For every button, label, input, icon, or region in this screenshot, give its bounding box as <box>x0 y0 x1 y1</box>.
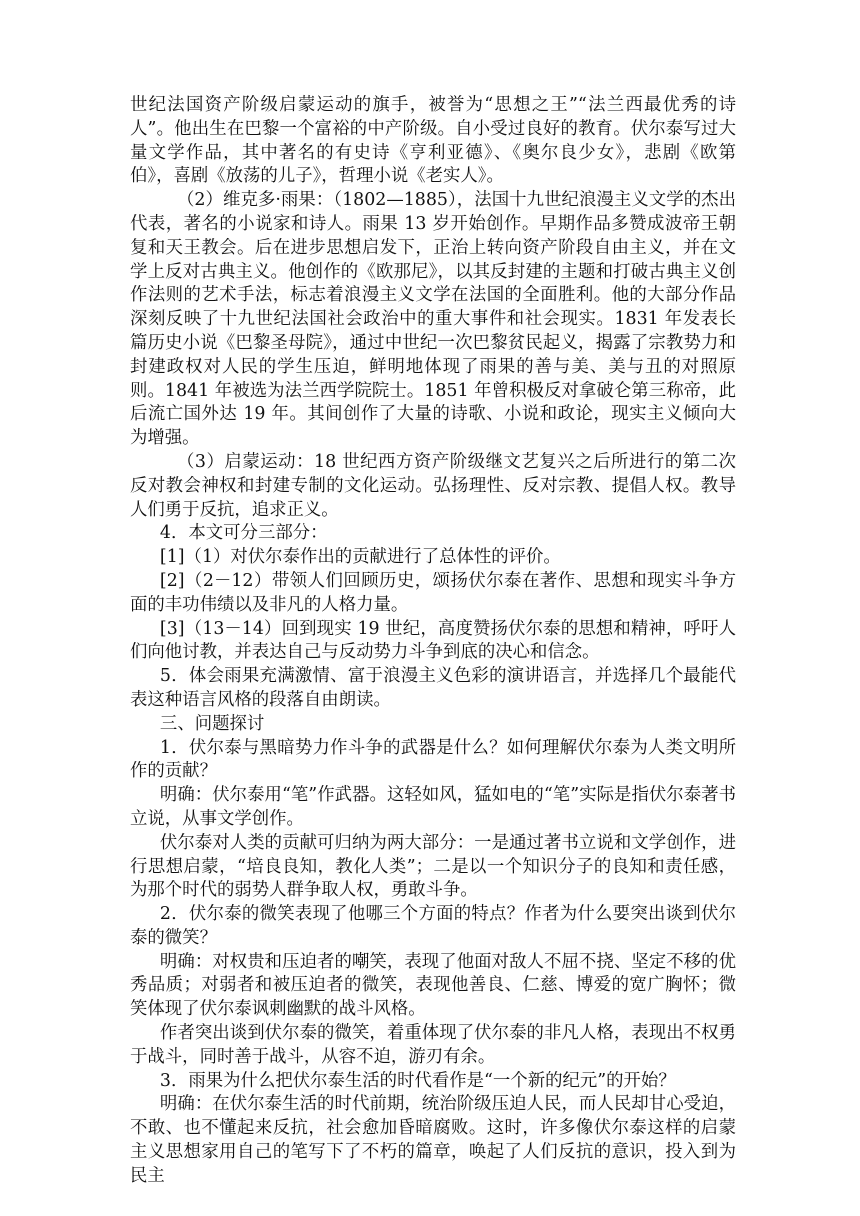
question-3: 3．雨果为什么把伏尔泰生活的时代看作是“一个新的纪元”的开始？ <box>159 1070 676 1091</box>
paragraph-voltaire-bio: 世纪法国资产阶级启蒙运动的旗手，被誉为“思想之王”“法兰西最优秀的诗人”。他出生在巴黎一个富裕的中产阶级。自小受过良好的教育。伏尔泰写过大量文学作品，其中著名的有史诗《亨利亚德》、《奥尔良少女》，悲剧《欧第伯》，喜剧《放荡的儿子》，哲理小说《老实人》。 <box>130 95 736 187</box>
answer-1a: 明确：伏尔泰用“笔”作武器。这轻如风，猛如电的“笔”实际是指伏尔泰著书立说，从事文学创作。 <box>130 785 736 829</box>
paragraph-structure-heading: 4．本文可分三部分： <box>159 523 328 544</box>
answer-1b: 伏尔泰对人类的贡献可归纳为两大部分：一是通过著书立说和文学创作，进行思想启蒙，“培良良知，教化人类”；二是以一个知识分子的良知和责任感，为那个时代的弱势人群争取人权，勇敢斗争。 <box>130 832 736 901</box>
section-heading-discussion: 三、问题探讨 <box>159 713 265 734</box>
question-2: 2．伏尔泰的微笑表现了他哪三个方面的特点？作者为什么要突出谈到伏尔泰的微笑？ <box>130 904 736 948</box>
paragraph-part-3: [3]（13－14）回到现实 19 世纪，高度赞扬伏尔泰的思想和精神，呼吁人们向他讨教，并表达自己与反动势力斗争到底的决心和信念。 <box>130 618 736 663</box>
paragraph-enlightenment: （3）启蒙运动：18 世纪西方资产阶级继文艺复兴之后所进行的第二次反对教会神权和封建专制的文化运动。弘扬理性、反对宗教、提倡人权。教导人们勇于反抗，追求正义。 <box>130 451 736 520</box>
answer-2b: 作者突出谈到伏尔泰的微笑，着重体现了伏尔泰的非凡人格，表现出不权勇于战斗，同时善于战斗，从容不迫，游刃有余。 <box>130 1023 736 1067</box>
answer-2a: 明确：对权贵和压迫者的嘲笑，表现了他面对敌人不屈不挠、坚定不移的优秀品质；对弱者和被压迫者的微笑，表现他善良、仁慈、博爱的宽广胸怀；微笑体现了伏尔泰讽刺幽默的战斗风格。 <box>130 951 736 1020</box>
document-page <box>130 94 736 1189</box>
answer-3: 明确：在伏尔泰生活的时代前期，统治阶级压迫人民，而人民却甘心受迫，不敢、也不懂起来反抗，社会愈加昏暗腐败。这时，许多像伏尔泰这样的启蒙主义思想家用自己的笔写下了不朽的篇章，唤起了人们反抗的意识，投入到为民主 <box>130 1094 736 1186</box>
paragraph-hugo-bio: （2）维克多·雨果：（1802—1885），法国十九世纪浪漫主义文学的杰出代表，著名的小说家和诗人。雨果 13 岁开始创作。早期作品多赞成波帝王朝复和天王教会。后在进步思想启发下，正治上转向资产阶段自由主义，并在文学上反对古典主义。他创作的《欧那尼》，以其反封建的主题和打破古典主义创作法则的艺术手法，标志着浪漫主义文学在法国的全面胜利。他的大部分作品深刻反映了十九世纪法国社会政治中的重大事件和社会现实。1831 年发表长篇历史小说《巴黎圣母院》，通过中世纪一次巴黎贫民起义，揭露了宗教势力和封建政权对人民的学生压迫，鲜明地体现了雨果的善与美、美与丑的对照原则。1841 年被选为法兰西学院院士。1851 年曾积极反对拿破仑第三称帝，此后流亡国外达 19 年。其间创作了大量的诗歌、小说和政论，现实主义倾向大为增强。 <box>130 190 736 449</box>
paragraph-part-1: [1]（1）对伏尔泰作出的贡献进行了总体性的评价。 <box>159 547 561 568</box>
paragraph-reading-task: 5．体会雨果充满激情、富于浪漫主义色彩的演讲语言，并选择几个最能代表这种语言风格的段落自由朗读。 <box>130 666 736 710</box>
question-1: 1．伏尔泰与黑暗势力作斗争的武器是什么？如何理解伏尔泰为人类文明所作的贡献？ <box>130 737 736 782</box>
paragraph-part-2: [2]（2－12）带领人们回顾历史，颂扬伏尔泰在著作、思想和现实斗争方面的丰功伟绩以及非凡的人格力量。 <box>130 570 736 615</box>
